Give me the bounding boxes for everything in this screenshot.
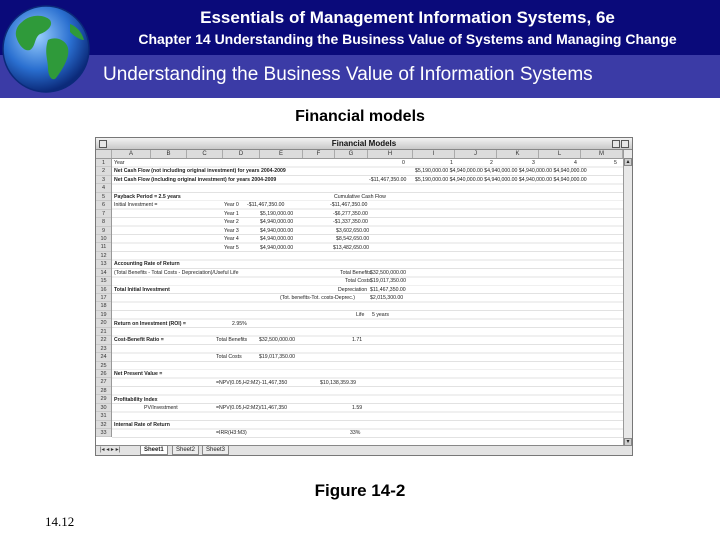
- cell[interactable]: 2: [490, 160, 493, 166]
- sheet-tab-3[interactable]: Sheet3: [202, 446, 229, 455]
- figure-caption: Figure 14-2: [314, 481, 406, 500]
- column-header-k[interactable]: K: [497, 150, 539, 158]
- column-header-j[interactable]: J: [455, 150, 497, 158]
- column-header-f[interactable]: F: [303, 150, 335, 158]
- column-headers: [96, 150, 623, 159]
- row-header[interactable]: 22: [96, 336, 111, 344]
- column-header-m[interactable]: M: [581, 150, 623, 158]
- cell[interactable]: $4,940,000.00: [260, 219, 294, 226]
- cell[interactable]: $4,940,000.00: [260, 227, 294, 234]
- window-title: Financial Models: [331, 139, 397, 148]
- cell[interactable]: $5,190,000.00 $4,940,000.00 $4,940,000.00 $4,940,000.00 $4,940,000.00: [415, 176, 587, 183]
- cell[interactable]: $5,190,000.00 $4,940,000.00 $4,940,000.00 $4,940,000.00 $4,940,000.00: [415, 168, 587, 175]
- scroll-up-icon[interactable]: ▴: [624, 158, 632, 166]
- row-header[interactable]: 18: [96, 302, 111, 310]
- cell[interactable]: $13,482,650.00: [333, 244, 370, 251]
- cell[interactable]: $10,138,359.39: [320, 379, 357, 386]
- row-header[interactable]: 14: [96, 269, 111, 277]
- cell[interactable]: Net Cash Flow (including original investment) for years 2004-2009: [114, 176, 277, 183]
- row-header[interactable]: 29: [96, 395, 111, 403]
- cell[interactable]: $32,500,000.00: [370, 269, 407, 276]
- cell[interactable]: $4,940,000.00: [260, 244, 294, 251]
- row-header[interactable]: 15: [96, 277, 111, 285]
- cell[interactable]: $11,467,350.00: [370, 286, 406, 293]
- sheet-tab-bar: [96, 445, 632, 455]
- column-header-c[interactable]: C: [187, 150, 223, 158]
- row-header[interactable]: 24: [96, 353, 111, 361]
- row-header[interactable]: 13: [96, 260, 111, 268]
- cell[interactable]: Profitability Index: [114, 396, 158, 403]
- cell[interactable]: -$1,337,350.00: [333, 219, 368, 226]
- cell[interactable]: Year 5: [224, 244, 239, 251]
- window-titlebar: [96, 138, 632, 150]
- row-header[interactable]: 26: [96, 370, 111, 378]
- chapter-subtitle: Chapter 14 Understanding the Business Value of Systems and Managing Change: [138, 31, 677, 47]
- window-zoom-button[interactable]: [612, 140, 620, 148]
- row-header[interactable]: 3: [96, 176, 111, 184]
- cell[interactable]: 5: [614, 160, 617, 166]
- row-headers: [96, 159, 112, 437]
- row-header[interactable]: 4: [96, 184, 111, 192]
- row-header[interactable]: 11: [96, 243, 111, 251]
- cell[interactable]: $5,190,000.00: [260, 210, 294, 217]
- cell[interactable]: Initial Investment =: [114, 202, 158, 209]
- cell[interactable]: Total Initial Investment: [114, 286, 170, 293]
- cell[interactable]: Net Cash Flow (not including original investment) for years 2004-2009: [114, 168, 286, 175]
- cell[interactable]: Total Costs: [345, 278, 371, 285]
- cell[interactable]: Total Costs: [216, 354, 242, 361]
- page-number: 14.12: [45, 514, 75, 529]
- cell[interactable]: Depreciation: [338, 286, 368, 293]
- cell[interactable]: 2.95%: [232, 320, 247, 327]
- row-header[interactable]: 9: [96, 227, 111, 235]
- column-header-b[interactable]: B: [151, 150, 187, 158]
- cell[interactable]: Year 3: [224, 227, 239, 234]
- cell[interactable]: $19,017,350.00: [370, 278, 407, 285]
- cell[interactable]: Internal Rate of Return: [114, 421, 170, 428]
- cell[interactable]: Life: [356, 312, 365, 319]
- row-header[interactable]: 10: [96, 235, 111, 243]
- row-header[interactable]: 25: [96, 362, 111, 370]
- row-header[interactable]: 17: [96, 294, 111, 302]
- row-header[interactable]: 23: [96, 345, 111, 353]
- cell[interactable]: Accounting Rate of Return: [114, 261, 180, 268]
- cell[interactable]: $32,500,000.00: [259, 337, 296, 344]
- figure-heading: Financial models: [295, 108, 425, 125]
- column-header-e[interactable]: E: [260, 150, 303, 158]
- cell[interactable]: =NPV(0.05,H2:M2)-11,467,350: [216, 379, 288, 386]
- cell[interactable]: Year: [114, 160, 125, 166]
- cell[interactable]: Cumulative Cash Flow: [334, 193, 386, 200]
- select-all-corner[interactable]: [96, 150, 112, 158]
- cell[interactable]: Payback Period = 2.5 years: [114, 193, 181, 200]
- spreadsheet-window: [95, 137, 633, 456]
- row-header[interactable]: 21: [96, 328, 111, 336]
- column-header-g[interactable]: G: [335, 150, 368, 158]
- scroll-down-icon[interactable]: ▾: [624, 438, 632, 446]
- row-header[interactable]: 19: [96, 311, 111, 319]
- cell-grid[interactable]: [112, 159, 623, 446]
- globe-icon: [0, 0, 95, 98]
- cell[interactable]: Year 0: [224, 202, 239, 209]
- row-header[interactable]: 2: [96, 167, 111, 175]
- row-header[interactable]: 20: [96, 319, 111, 327]
- cell[interactable]: Year 2: [224, 219, 239, 226]
- column-header-h[interactable]: H: [368, 150, 413, 158]
- row-header[interactable]: 16: [96, 286, 111, 294]
- cell[interactable]: $8,542,650.00: [336, 236, 370, 243]
- row-header[interactable]: 30: [96, 404, 111, 412]
- sheet-tab-2[interactable]: Sheet2: [172, 446, 199, 455]
- cell[interactable]: Total Benefits: [340, 269, 372, 276]
- cell[interactable]: 1.71: [352, 337, 363, 344]
- row-header[interactable]: 31: [96, 412, 111, 420]
- cell[interactable]: $4,940,000.00: [260, 236, 294, 243]
- cell[interactable]: (Total Benefits - Total Costs - Depreciation)/Useful Life: [114, 269, 239, 276]
- cell[interactable]: -$6,277,350.00: [333, 210, 368, 217]
- cell[interactable]: =NPV(0.05,H2:M2)/11,467,350: [216, 405, 287, 412]
- cell[interactable]: -$11,467,350.00: [247, 202, 285, 209]
- cell[interactable]: 33%: [350, 430, 361, 437]
- section-title: Understanding the Business Value of Information Systems: [103, 64, 593, 85]
- cell[interactable]: $3,602,650.00: [336, 227, 370, 234]
- cell[interactable]: Net Present Value =: [114, 371, 163, 378]
- sheet-tab-1[interactable]: Sheet1: [140, 446, 168, 455]
- window-collapse-button[interactable]: [621, 140, 629, 148]
- row-header[interactable]: 7: [96, 210, 111, 218]
- cell[interactable]: 5 years: [372, 312, 390, 319]
- cell[interactable]: =IRR(H3:M3): [216, 430, 247, 437]
- column-header-a[interactable]: A: [112, 150, 151, 158]
- cell[interactable]: 3: [532, 160, 535, 166]
- cell[interactable]: $19,017,350.00: [259, 354, 296, 361]
- sheet-nav-arrows-icon[interactable]: |◂ ◂ ▸ ▸|: [100, 447, 121, 453]
- column-header-i[interactable]: I: [413, 150, 455, 158]
- cell[interactable]: $2,015,300.00: [370, 295, 404, 302]
- column-header-l[interactable]: L: [539, 150, 581, 158]
- cell[interactable]: 0: [402, 160, 405, 166]
- row-header[interactable]: 28: [96, 387, 111, 395]
- cell[interactable]: -$11,467,350.00: [330, 202, 368, 209]
- row-header[interactable]: 27: [96, 378, 111, 386]
- cell[interactable]: (Tot. benefits-Tot. costs-Deprec.): [280, 295, 355, 302]
- row-header[interactable]: 8: [96, 218, 111, 226]
- row-header[interactable]: 1: [96, 159, 111, 167]
- cell[interactable]: PV/Investment: [144, 405, 178, 412]
- cell[interactable]: Total Benefits: [216, 337, 248, 344]
- row-header[interactable]: 32: [96, 421, 111, 429]
- cell[interactable]: Year 4: [224, 236, 239, 243]
- cell[interactable]: -$11,467,350.00: [369, 176, 407, 183]
- row-header[interactable]: 12: [96, 252, 111, 260]
- row-header[interactable]: 33: [96, 429, 111, 437]
- row-header[interactable]: 6: [96, 201, 111, 209]
- row-header[interactable]: 5: [96, 193, 111, 201]
- cell[interactable]: 1.59: [352, 405, 363, 412]
- cell[interactable]: Return on Investment (ROI) =: [114, 320, 186, 327]
- slide-title: Essentials of Management Information Systems, 6e: [200, 8, 615, 27]
- cell[interactable]: 4: [574, 160, 577, 166]
- cell[interactable]: Cost-Benefit Ratio =: [114, 337, 164, 344]
- column-header-d[interactable]: D: [223, 150, 260, 158]
- cell[interactable]: 1: [450, 160, 453, 166]
- vertical-scrollbar[interactable]: [623, 150, 632, 446]
- cell[interactable]: Year 1: [224, 210, 239, 217]
